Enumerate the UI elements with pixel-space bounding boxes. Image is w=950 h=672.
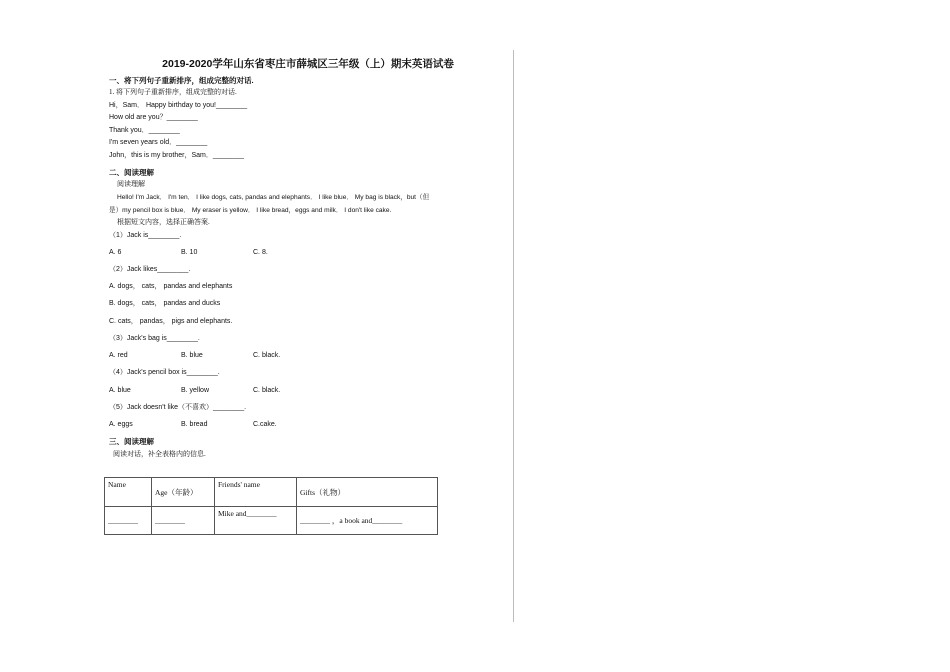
q5-option-b: B. bread	[181, 421, 208, 428]
page-title: 2019-2020学年山东省枣庄市薛城区三年级（上）期末英语试卷	[162, 58, 454, 70]
cell-gifts-blank: ________ ，a book and________	[297, 507, 438, 535]
q4-option-a: A. blue	[109, 387, 131, 394]
section1-instruction: 1. 将下列句子重新排序，组成完整的对话.	[109, 88, 237, 96]
section3-heading: 三、阅读理解	[109, 437, 154, 446]
q2-option-a: A. dogs， cats， pandas and elephants	[109, 283, 233, 290]
table-header-row	[105, 478, 438, 507]
header-friends-name: Friends' name	[215, 478, 297, 507]
cell-friends-blank: Mike and________	[215, 507, 297, 535]
section3-instruction: 阅读对话，补全表格内的信息.	[113, 450, 206, 458]
header-name: Name	[105, 478, 152, 507]
section1-heading: 一、将下列句子重新排序，组成完整的对话.	[109, 76, 254, 85]
q3-option-a: A. red	[109, 352, 128, 359]
question-4: （4）Jack's pencil box is________.	[109, 369, 220, 376]
q3-option-c: C. black.	[253, 352, 281, 359]
q5-option-a: A. eggs	[109, 421, 133, 428]
q1-option-a: A. 6	[109, 249, 122, 256]
passage-line-1: Hello! I'm Jack． I'm ten． I like dogs, cats, pandas and elephants． I like blue． My bag is black，but（但	[117, 194, 430, 201]
q1-option-c: C. 8.	[253, 249, 268, 256]
dialogue-line-3: Thank you．________	[109, 127, 180, 134]
question-2: （2）Jack likes________.	[109, 266, 191, 273]
passage-line-2: 是）my pencil box is blue． My eraser is yellow． I like bread，eggs and milk． I don't like cake.	[109, 207, 392, 214]
cell-age-blank: ________	[152, 507, 215, 535]
question-1: （1）Jack is________.	[109, 232, 182, 239]
dialogue-line-5: John，this is my brother，Sam．________	[109, 152, 245, 159]
header-age: Age（年龄）	[152, 478, 215, 507]
q4-option-c: C. black.	[253, 387, 281, 394]
info-table	[104, 477, 438, 535]
q5-option-c: C.cake.	[253, 421, 277, 428]
dialogue-line-1: Hi，Sam． Happy birthday to you!________	[109, 102, 248, 109]
section2-instruction: 根据短文内容，选择正确答案.	[117, 218, 210, 226]
header-gifts: Gifts（礼物）	[297, 478, 438, 507]
dialogue-line-2: How old are you？________	[109, 114, 198, 121]
q2-option-c: C. cats， pandas， pigs and elephants.	[109, 318, 233, 325]
dialogue-line-4: I'm seven years old．________	[109, 139, 208, 146]
q3-option-b: B. blue	[181, 352, 203, 359]
q1-option-b: B. 10	[181, 249, 198, 256]
table-row	[105, 507, 438, 535]
question-5: （5）Jack doesn't like（不喜欢）________.	[109, 404, 247, 411]
page-divider	[513, 50, 514, 622]
q2-option-b: B. dogs， cats， pandas and ducks	[109, 300, 221, 307]
question-3: （3）Jack's bag is________.	[109, 335, 200, 342]
section2-subheading: 阅读理解	[117, 180, 145, 188]
section2-heading: 二、阅读理解	[109, 168, 154, 177]
cell-name-blank: ________	[105, 507, 152, 535]
q4-option-b: B. yellow	[181, 387, 210, 394]
